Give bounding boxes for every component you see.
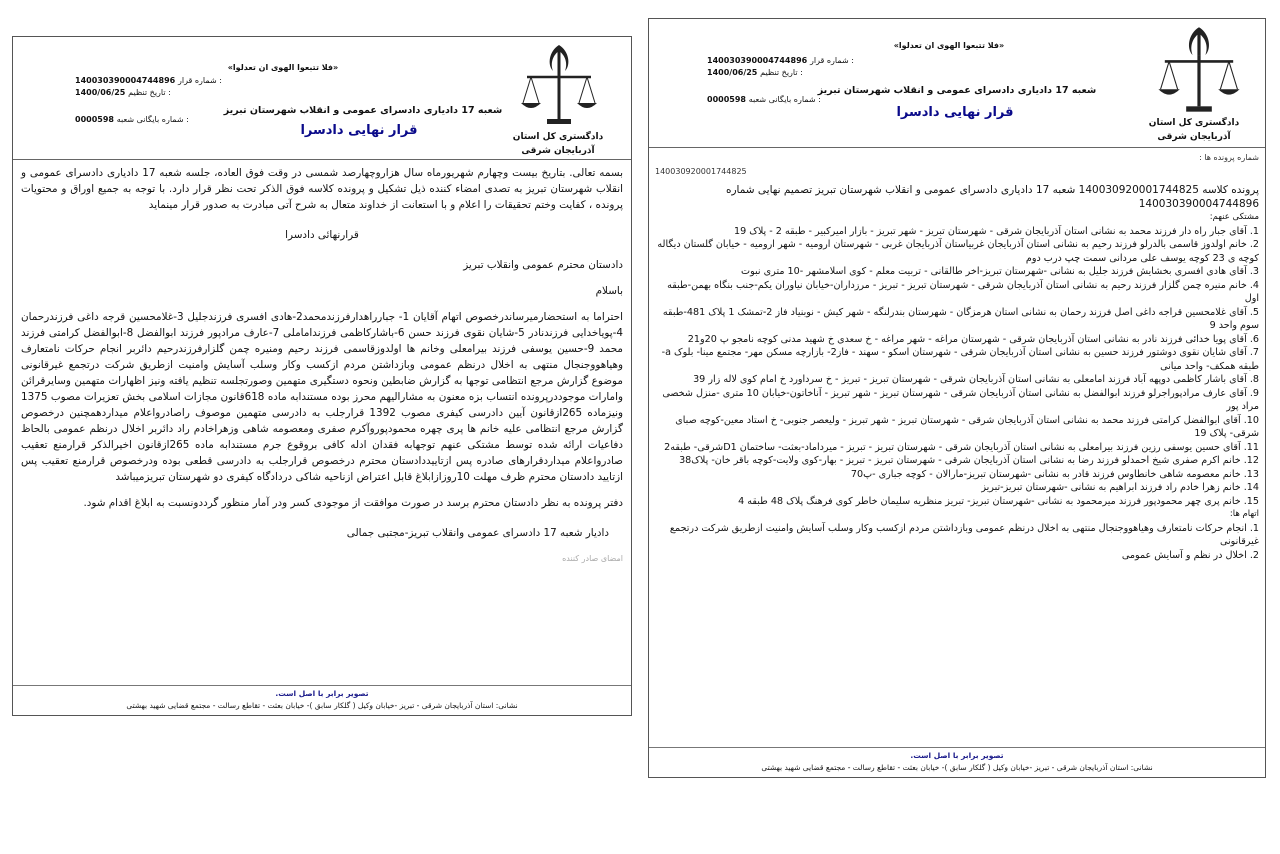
judiciary-scales-emblem-icon [519, 41, 599, 129]
branch-name: شعبه 17 دادیاری دادسرای عمومی و انقلاب شهرستان تبریز [223, 105, 503, 116]
closing-paragraph: دفتر پرونده به نظر دادستان محترم برسد در صورت موافقت از موجودی کسر ودر آمار منظور گرددونسبت به ابلاغ اقدام شود. [83, 497, 623, 509]
list-item: 11. آقای حسین یوسفی رزین فرزند بیرامعلی به نشانی استان آذربایجان شرقی - شهرستان تبریز - تبریز - میرداماد-بعثت- ساختمان D1شرقی- طبقه2 [664, 441, 1259, 453]
list-item: 2. خانم اولدوز قاسمی بالدرلو فرزند رحیم به نشانی استان آذربایجان غربیاستان آذربایجان غربی - شهرستان ارومیه - شهر ارومیه - خیابان گلستان دیگاله کوچه ی 23 کوچه یوسف علی مردانی سمت چپ درب دوم [657, 239, 1259, 264]
document-footer [13, 685, 631, 715]
list-item: 5. آقای غلامحسین قراجه داغی اصل فرزند رحمان به نشانی استان هرمزگان - شهرستان بندرلنگه - شهر کیش - نوبنیاد فاز 2-تمشک 1 پلاک 481-طبقه سوم واحد 9 [662, 306, 1259, 331]
ruling-paragraph: احتراما به استحضارمیرساندرخصوص اتهام آقایان 1- جبارراهدارفرزندمحمد2-هادی افسری فرزندجلیل 3-غلامحسین قرجه داغی فرزندرحمان 4-پویاخدایی فرزندنادر 5-شایان نقوی فرزند حسن 6-باشارکاظمی فرزنداماملی 7-عارف مرادپور فرزند ابوالفضل 8-ابوالفضل کرامتی فرزند محمد 9-حسین یوسفی فرزند بیرامعلی وخانم ها اولدوزقاسمی فرزند رحیم ومنیره چمن گلزارفرزندرحیم دائربر انجام حرکات نامتعارف وهیاهووجنجال منتهی به اخلال درنظم عمومی وبازداشتن مردم ازکسب وکار وسلب آسایش وامنیت ازطریق شرکت درتجمع غیرقانونی موضوع گزارش مرجع انتظامی توجها به گزارش ضابطین ونحوه دستگیری متهمین وصورتجلسه تنظیم یافته ونیز اظهارات متهمین وسایرقرائن وامارات موجوددرپرونده انتساب بزه معنون به مشارالیهم محرز بوده مستندابه ماده 618قانون مجازات اسلامی بخش تعزیرات مصوب 1375 ونیزماده 265ازقانون آیین دادرسی کیفری مصوب 1392 قرارجلب به دادرسی متهمین موصوف راصادرواعلام میداردهمچنین درخصوص گزارش مرجع انتظامی علیه خانم ها پری چهره محمودپوروآکرم صفری ومعصومه شاهی وزهراخادم راد دائربر اخلال درنظم عمومی بالحاظ دفاعیات ارائه شده توسط مشتکی عنهم توجهابه فقدان ادله کافی بروقوع جرم مستندابه ماده 265ازقانون اخیرالذکر قرارمنع تعقیب صادرواعلام میداردقرارهای صادره پس ازتاییددادستان محترم درخصوص قرارجلب به دادرسی قطعی بوده ودرخصوص قرارمنع تعقیب پس ازتایید دادستان محترم ظرف مهلت 10روزازابلاغ قابل اعتراض ازناحیه شاکی دردادگاه کیفری دو شهرستان تبریزمیباشد [21, 311, 624, 483]
list-item: 8. آقای باشار کاظمی دوپهه آباد فرزند امامعلی به نشانی استان آذربایجان شرقی - شهرستان تبریز - تبریز - خ سرداورد خ امام کوی لاله زار 39 [693, 374, 1259, 385]
charges-label: اتهام ها: [1229, 509, 1259, 519]
issue-date: 1400/06/25 [707, 68, 758, 78]
decision-page-left [12, 36, 632, 716]
list-item: 1. آقای جبار راه دار فرزند محمد به نشانی استان آذربایجان شرقی - شهرستان تبریز - شهر تبریز - بازار امیرکبیر - طبقه 2 - پلاک 19 [733, 225, 1259, 237]
issue-date-label: تاریخ تنظیم : [128, 88, 171, 98]
court-address: نشانی: استان آذربایجان شرقی - تبریز -خیابان وکیل ( گلکار سابق )- خیابان بعثت - تقاطع رسالت - مجتمع قضایی شهید بهشتی [761, 763, 1153, 772]
file-number-label: شماره پرونده ها : [1199, 153, 1259, 162]
signature-line: دادیار شعبه 17 دادسرای عمومی وانقلاب تبریز-مجتبی جمالی [346, 527, 609, 539]
defendants-label: مشتکی عنهم: [1209, 212, 1259, 222]
decision-metadata [75, 75, 222, 126]
case-line: پرونده کلاسه 140030920001744825 شعبه 17 دادیاری دادسرای عمومی و انقلاب شهرستان تبریز تصمیم نهایی شماره 140030390004744896 [725, 184, 1259, 210]
section-heading: قرارنهائی دادسرا [285, 229, 359, 241]
certified-copy-note: تصویر برابر با اصل است. [910, 751, 1004, 760]
decision-body [21, 165, 623, 567]
file-number: 140030920001744825 [655, 166, 747, 176]
list-item: 3. آقای هادی افسری بخشایش فرزند جلیل به نشانی -شهرستان تبریز-اخر طالقانی - تربیت معلم - کوی اسلامشهر -10 متری نبوت [741, 266, 1259, 277]
court-name: دادگستری کل استان آذربایجان شرقی [512, 132, 604, 156]
signer-label: امضای صادر کننده [562, 554, 623, 563]
court-name: دادگستری کل استان آذربایجان شرقی [1148, 118, 1240, 142]
list-item: 6. آقای پویا خدائی فرزند نادر به نشانی استان آذربایجان شرقی - شهرستان مراغه - شهر مراغه - خ سعدی خ شهید مدنی کوچه نامجو پ 20و21 [687, 333, 1259, 345]
branch-name: شعبه 17 دادیاری دادسرای عمومی و انقلاب شهرستان تبریز [817, 85, 1097, 96]
list-item: 9. آقای عارف مرادپوراجرلو فرزند ابوالفضل به نشانی استان آذربایجان شرقی - شهرستان تبریز - شهر تبریز - آناخاتون-خیابان 10 متری -منزل شخصی مراد پور [662, 387, 1259, 412]
issue-date-label: تاریخ تنظیم : [760, 68, 803, 78]
quran-verse: «فلا تتبعوا الهوی ان تعدلوا» [893, 41, 1005, 50]
issue-date: 1400/06/25 [75, 88, 126, 98]
greeting: باسلام [595, 285, 623, 297]
addressee: دادستان محترم عمومی وانقلاب تبریز [463, 259, 623, 271]
quran-verse: «فلا تتبعوا الهوی ان تعدلوا» [227, 63, 339, 72]
archive-number: 0000598 [707, 94, 746, 104]
certified-copy-note: تصویر برابر با اصل است. [275, 689, 369, 698]
list-item: 7. آقای شایان نقوی دوشتور فرزند حسین به نشانی استان آذربایجان شرقی - شهرستان اسکو - سهند - فاز2- بازارچه مسکن مهر- مجتمع مینا- بلوک a-طبقه همکف- واحد میانی [661, 347, 1259, 372]
document-title: قرار نهایی دادسرا [300, 123, 418, 138]
archive-number: 0000598 [75, 114, 114, 124]
decision-metadata [707, 55, 854, 106]
intro-paragraph: بسمه تعالی. بتاریخ بیست وچهارم شهریورماه سال هزاروچهارصد شمسی در وقت فوق العاده، جلسه شعبه 17 دادیاری دادسرای عمومی و انقلاب شهرستان تبریز به تصدی امضاء کننده ذیل تشکیل و پرونده کلاسه فوق الذکر تحت نظر قرار دارد. با توجه به جمیع اوراق و محتویات پرونده ، کفایت وختم تحقیقات را اعلام و با استعانت از خداوند متعال به شرح آتی مبادرت به صدور قرار مینماید [21, 167, 623, 211]
judiciary-scales-emblem-icon [1155, 23, 1243, 117]
list-item: 14. خانم زهرا خادم راد فرزند ابراهیم به نشانی -شهرستان تبریز-تبریز [981, 482, 1259, 493]
document-header [13, 37, 631, 160]
defendants-list [655, 225, 1259, 509]
document-header [649, 19, 1265, 148]
decision-number-label: شماره قرار : [178, 76, 222, 85]
list-item: 15. خانم پری چهر محمودپور فرزند میرمحمود به نشانی -شهرستان تبریز- تبریز منظریه سلیمان خاطر کوی فرهنگ پلاک 48 طبقه 4 [738, 495, 1259, 507]
document-footer [649, 747, 1265, 777]
archive-number-label: شماره بایگانی شعبه : [748, 94, 821, 104]
list-item: 4. خانم منیره چمن گلزار فرزند رحیم به نشانی استان آذربایجان شرقی - شهرستان تبریز - تبریز - مرزداران-خیابان نیاوران یکم-جنب بنگاه بهمن-طبقه اول [667, 279, 1259, 304]
list-item: 12. خانم اکرم صفری شیخ احمدلو فرزند رضا به نشانی استان آذربایجان شرقی - شهرستان تبریز - تبریز - بهار-کوی ولایت-کوچه باقر خان- پلاک38 [679, 455, 1259, 466]
archive-number-label: شماره بایگانی شعبه : [116, 114, 189, 124]
decision-body [655, 151, 1259, 562]
charge-item: 2. اخلال در نظم و آسایش عمومی [1121, 549, 1259, 561]
decision-number-label: شماره قرار : [810, 56, 854, 65]
decision-number: 140030390004744896 [707, 56, 808, 65]
court-address: نشانی: استان آذربایجان شرقی - تبریز -خیابان وکیل ( گلکار سابق )- خیابان بعثت - تقاطع رسالت - مجتمع قضایی شهید بهشتی [126, 701, 518, 710]
charge-item: 1. انجام حرکات نامتعارف وهیاهووجنجال منتهی به اخلال درنظم عمومی وبازداشتن مردم ازکسب وکار وسلب آسایش وامنیت ازطریق شرکت درتجمع غیرقانونی [669, 522, 1259, 547]
list-item: 10. آقای ابوالفضل کرامتی فرزند محمد به نشانی استان آذربایجان شرقی - شهرستان تبریز - شهر تبریز - ولیعصر جنوبی- خ استاد معین-کوچه صبای شرقی- پلاک 19 [675, 414, 1259, 439]
decision-number: 140030390004744896 [75, 76, 176, 85]
decision-page-right [648, 18, 1266, 778]
list-item: 13. خانم معصومه شاهی خانطاوس فرزند قادر به نشانی -شهرستان تبریز-مارالان - کوچه جباری -پ70 [850, 468, 1259, 480]
document-title: قرار نهایی دادسرا [896, 105, 1014, 120]
